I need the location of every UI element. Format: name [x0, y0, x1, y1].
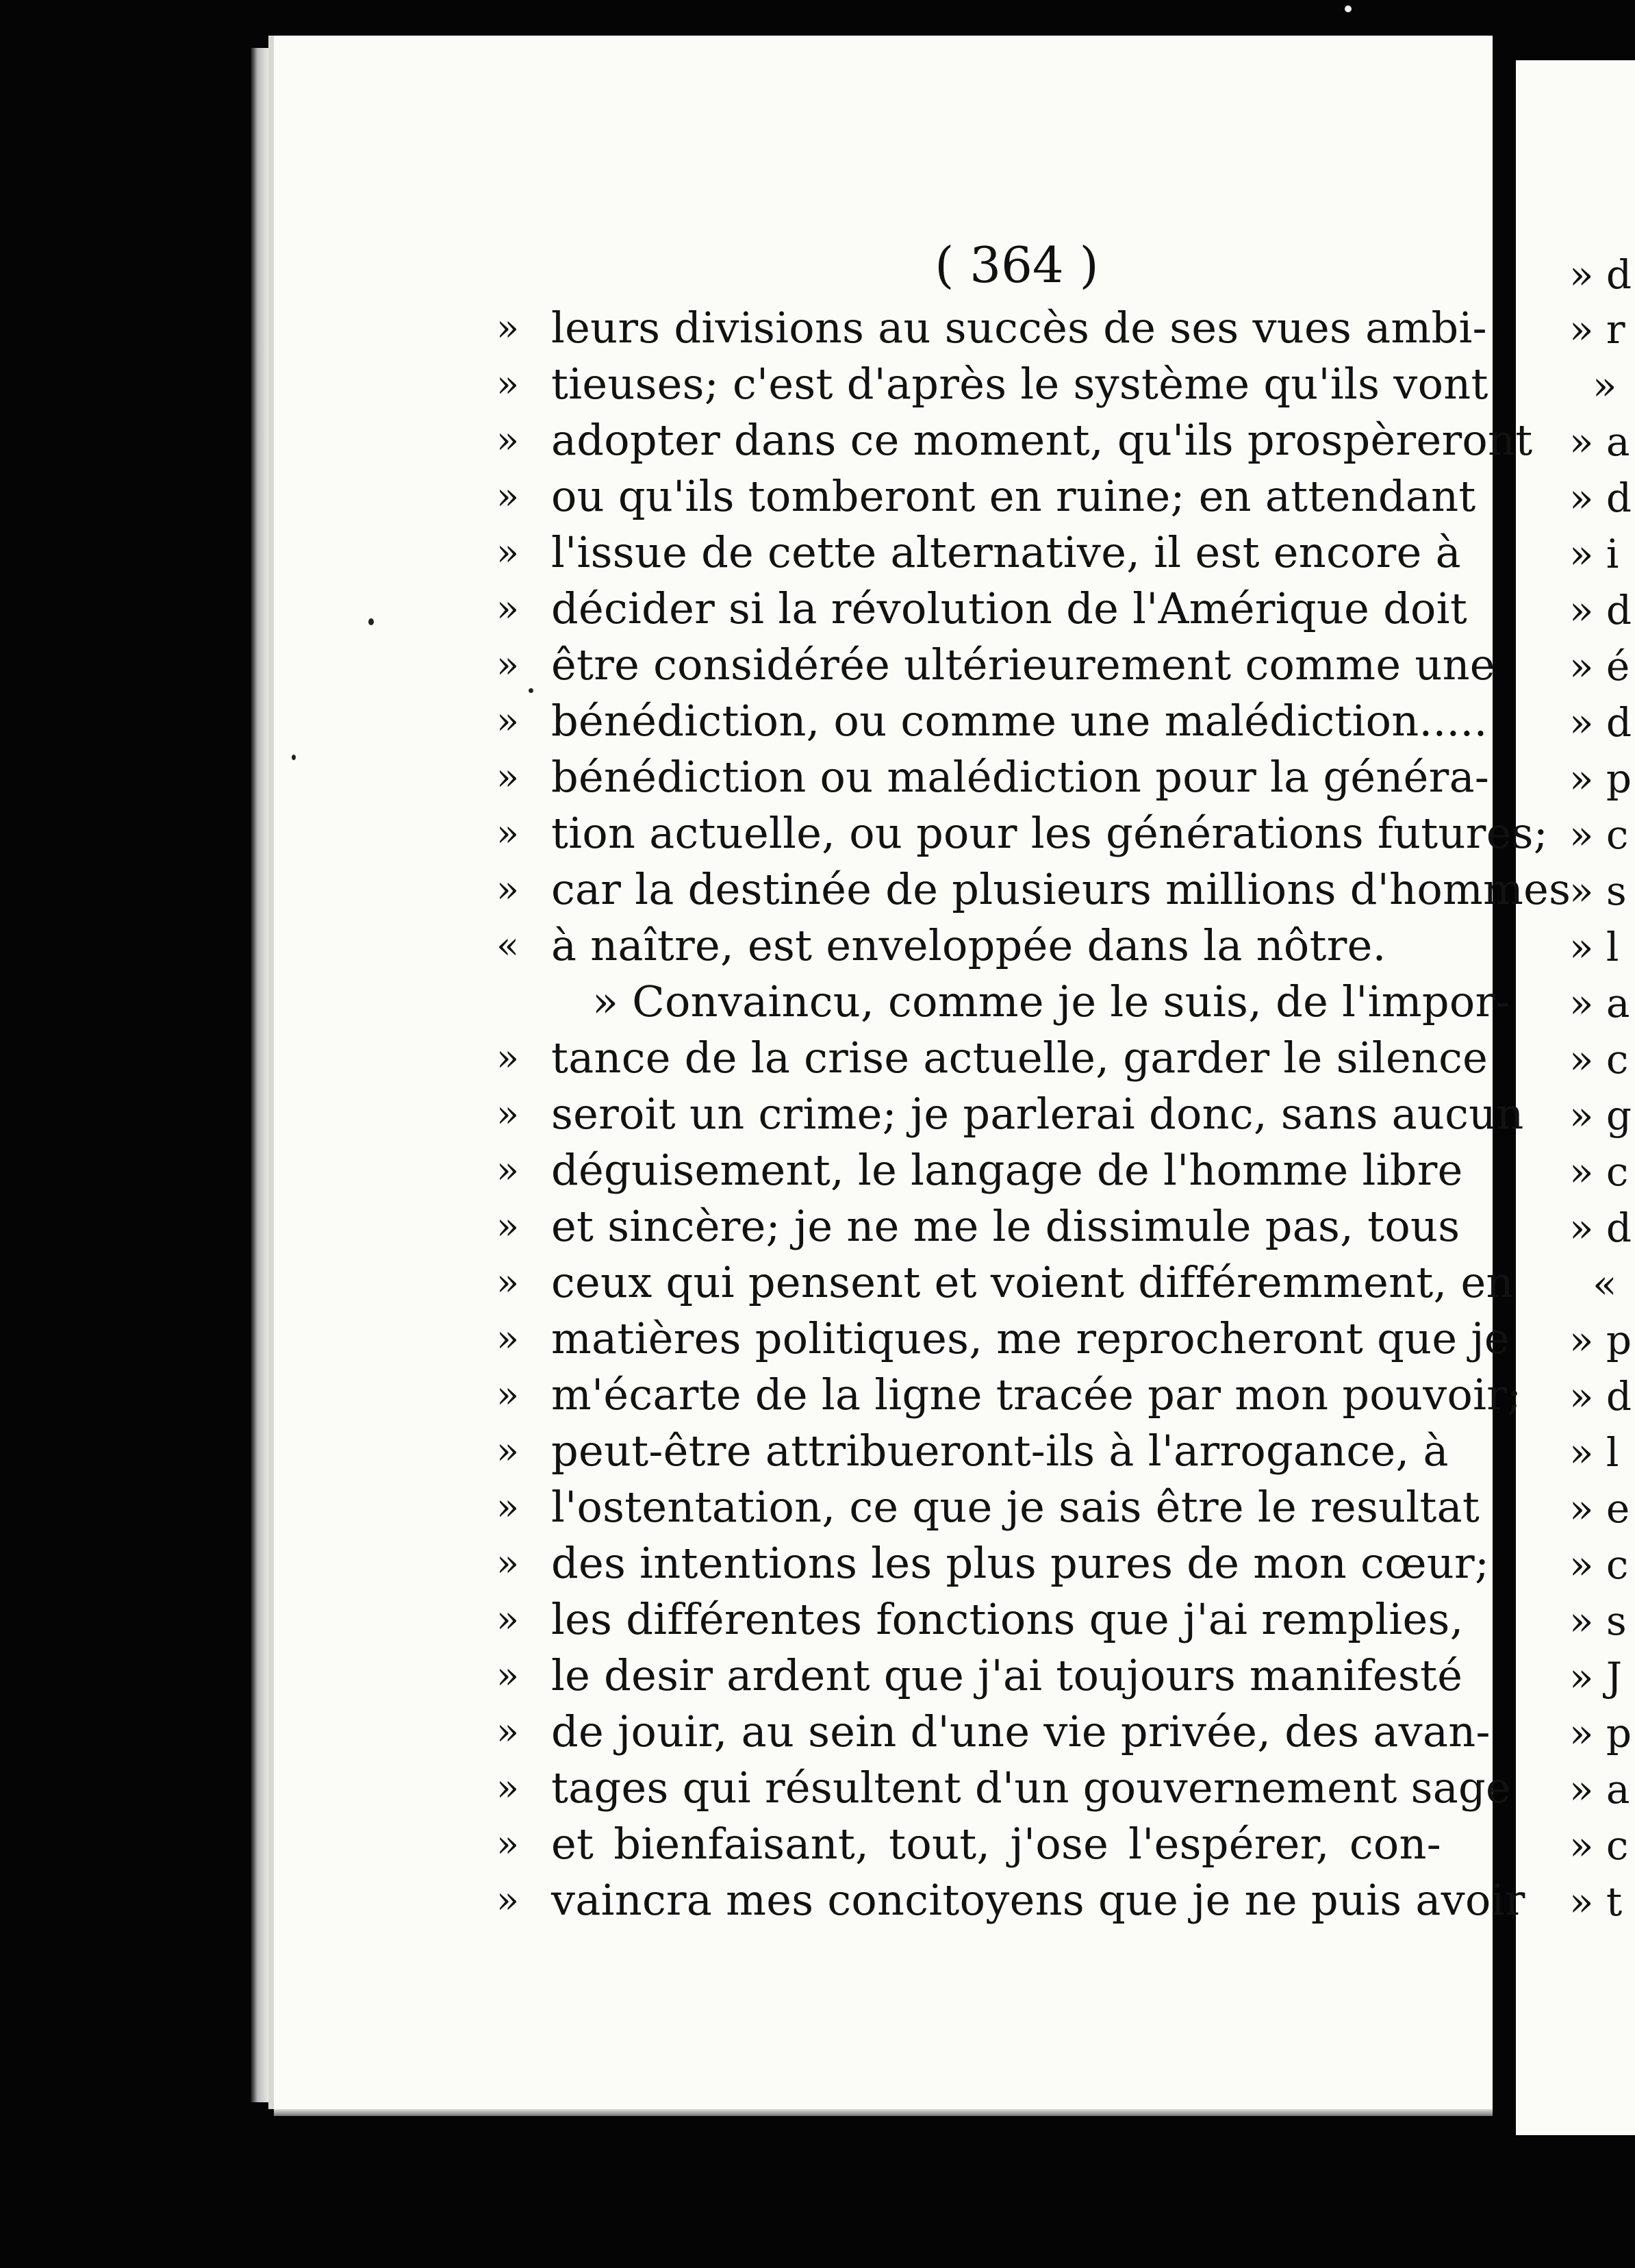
line-text: bénédiction ou malédiction pour la généra-: [551, 752, 1490, 802]
right-page-line: » p: [1569, 1317, 1632, 1363]
quote-mark: »: [496, 1822, 520, 1865]
text-line: [496, 1535, 1490, 1591]
line-text: tion actuelle, ou pour les générations futures;: [551, 808, 1548, 858]
scan-speck: [368, 618, 374, 625]
quote-mark: «: [496, 924, 520, 967]
right-page-line: » d: [1569, 475, 1632, 521]
right-page-line: » d: [1569, 699, 1632, 746]
text-line: [496, 1704, 1491, 1760]
right-page-line: » r: [1569, 306, 1625, 353]
quote-mark: »: [496, 1148, 520, 1192]
line-text: tance de la crise actuelle, garder le silence: [551, 1033, 1488, 1083]
line-text: peut-être attribueront-ils à l'arrogance, à: [551, 1426, 1449, 1476]
text-line: [496, 1255, 1514, 1311]
text-line: [496, 1367, 1522, 1423]
text-line: [496, 1423, 1449, 1479]
right-page-line: » i: [1569, 531, 1619, 577]
text-line: [496, 1648, 1463, 1704]
text-line: [496, 1030, 1488, 1086]
quote-mark: »: [496, 1654, 520, 1697]
right-page-line: » g: [1569, 1092, 1632, 1139]
quote-mark: »: [496, 1317, 520, 1360]
quote-mark: »: [496, 362, 520, 405]
line-text: ceux qui pensent et voient différemment, en: [551, 1257, 1514, 1307]
text-line: [496, 637, 1495, 693]
line-text: bénédiction, ou comme une malédiction.....: [551, 696, 1488, 746]
text-line: [496, 805, 1548, 861]
page-number: ( 364 ): [935, 236, 1099, 294]
right-page-line: » a: [1569, 980, 1630, 1026]
line-text: adopter dans ce moment, qu'ils prospèreront: [551, 415, 1533, 465]
text-line: [496, 581, 1468, 637]
quote-mark: »: [496, 1710, 520, 1753]
right-page-line: » c: [1569, 1541, 1629, 1588]
right-page-text: [1569, 247, 1635, 1930]
line-text: matières politiques, me reprocheront que je: [551, 1313, 1510, 1363]
line-text: vaincra mes concitoyens que je ne puis avoir: [551, 1875, 1525, 1925]
right-page-line: » t: [1569, 1878, 1623, 1925]
line-text: seroit un crime; je parlerai donc, sans aucun: [551, 1089, 1524, 1139]
line-text: être considérée ultérieurement comme une: [551, 640, 1495, 690]
quote-mark: »: [496, 1092, 520, 1135]
quote-mark: »: [496, 1541, 520, 1585]
quote-mark: »: [496, 1036, 520, 1079]
quote-mark: »: [496, 306, 520, 349]
quote-mark: »: [496, 531, 520, 574]
quote-mark: »: [496, 868, 520, 911]
right-page-line: » a: [1569, 418, 1630, 465]
quote-mark: »: [496, 811, 520, 855]
right-page-line: » d: [1569, 1205, 1632, 1251]
right-page-line: » p: [1569, 1710, 1632, 1756]
line-text: leurs divisions au succès de ses vues ambi-: [551, 303, 1487, 353]
right-page-line: » l: [1569, 1429, 1619, 1476]
right-page-line: » l: [1569, 924, 1619, 970]
text-line: [496, 749, 1490, 805]
line-text: tages qui résultent d'un gouvernement sage: [551, 1763, 1512, 1813]
text-line: [496, 693, 1488, 749]
text-line: [496, 1816, 1441, 1872]
right-page-line: » a: [1569, 1766, 1630, 1813]
right-page-line: » c: [1569, 1036, 1629, 1083]
line-text: l'issue de cette alternative, il est encore à: [551, 527, 1461, 577]
right-page-line: » d: [1569, 1373, 1632, 1420]
line-text: de jouir, au sein d'une vie privée, des avan-: [551, 1706, 1491, 1756]
quote-mark: »: [496, 643, 520, 686]
scan-speck: [1345, 5, 1352, 12]
right-page-line: » p: [1569, 755, 1632, 802]
right-page-line: » e: [1569, 1485, 1630, 1532]
text-line: [496, 412, 1533, 468]
body-text: [496, 300, 1571, 1928]
right-page-line: » c: [1569, 1822, 1629, 1869]
quote-mark: »: [496, 699, 520, 742]
scan-speck: [292, 755, 296, 760]
right-page-line: » c: [1569, 811, 1629, 858]
right-page-line: » d: [1569, 587, 1632, 633]
text-line: [496, 1760, 1512, 1816]
text-line: [496, 1872, 1525, 1928]
quote-mark: »: [496, 1485, 520, 1528]
line-text: déguisement, le langage de l'homme libre: [551, 1145, 1463, 1195]
right-page-line: » s: [1569, 1598, 1627, 1644]
line-text: et sincère; je ne me le dissimule pas, tous: [551, 1201, 1460, 1251]
line-text: à naître, est enveloppée dans la nôtre.: [551, 920, 1386, 970]
quote-mark: »: [496, 475, 520, 518]
text-line: [496, 356, 1488, 412]
right-page-line: » é: [1569, 643, 1630, 690]
line-text: » Convaincu, comme je le suis, de l'impor-: [592, 977, 1510, 1026]
quote-mark: »: [496, 418, 520, 462]
quote-mark: »: [496, 1878, 520, 1922]
text-line: [496, 918, 1441, 974]
text-line: [496, 1479, 1480, 1535]
quote-mark: »: [496, 1766, 520, 1809]
line-text: l'ostentation, ce que je sais être le resultat: [551, 1482, 1480, 1532]
right-page-line: «: [1593, 1261, 1617, 1307]
quote-mark: »: [496, 1261, 520, 1304]
quote-mark: »: [496, 587, 520, 630]
text-line: [496, 468, 1476, 525]
text-line: [496, 1591, 1464, 1648]
line-text: les différentes fonctions que j'ai remplies,: [551, 1594, 1464, 1644]
quote-mark: »: [496, 1429, 520, 1472]
scan-speck: [529, 688, 533, 693]
right-page-line: »: [1593, 362, 1617, 409]
text-line: [496, 861, 1571, 918]
text-line: [496, 525, 1461, 581]
line-text: le desir ardent que j'ai toujours manifesté: [551, 1650, 1463, 1700]
text-line: [496, 1142, 1463, 1198]
line-text: tieuses; c'est d'après le système qu'ils vont: [551, 359, 1488, 409]
text-line: [496, 1086, 1524, 1142]
paragraph-start-line: [551, 974, 1510, 1030]
right-page-line: » c: [1569, 1148, 1629, 1195]
quote-mark: »: [496, 1598, 520, 1641]
right-page-line: » s: [1569, 868, 1627, 914]
line-text: car la destinée de plusieurs millions d'hommes: [551, 864, 1571, 914]
quote-mark: »: [496, 1205, 520, 1248]
quote-mark: »: [496, 755, 520, 798]
line-text: décider si la révolution de l'Amérique doit: [551, 583, 1468, 633]
text-line: [496, 300, 1487, 356]
quote-mark: »: [496, 1373, 520, 1416]
right-page-line: » d: [1569, 251, 1632, 298]
line-text: et bienfaisant, tout, j'ose l'espérer, con-: [551, 1819, 1441, 1869]
line-text: des intentions les plus pures de mon cœur;: [551, 1538, 1490, 1588]
text-line: [496, 1198, 1460, 1255]
line-text: ou qu'ils tomberont en ruine; en attendant: [551, 471, 1476, 521]
text-line: [496, 1311, 1510, 1367]
line-text: m'écarte de la ligne tracée par mon pouvoir;: [551, 1370, 1522, 1420]
right-page-line: » J: [1569, 1654, 1623, 1700]
